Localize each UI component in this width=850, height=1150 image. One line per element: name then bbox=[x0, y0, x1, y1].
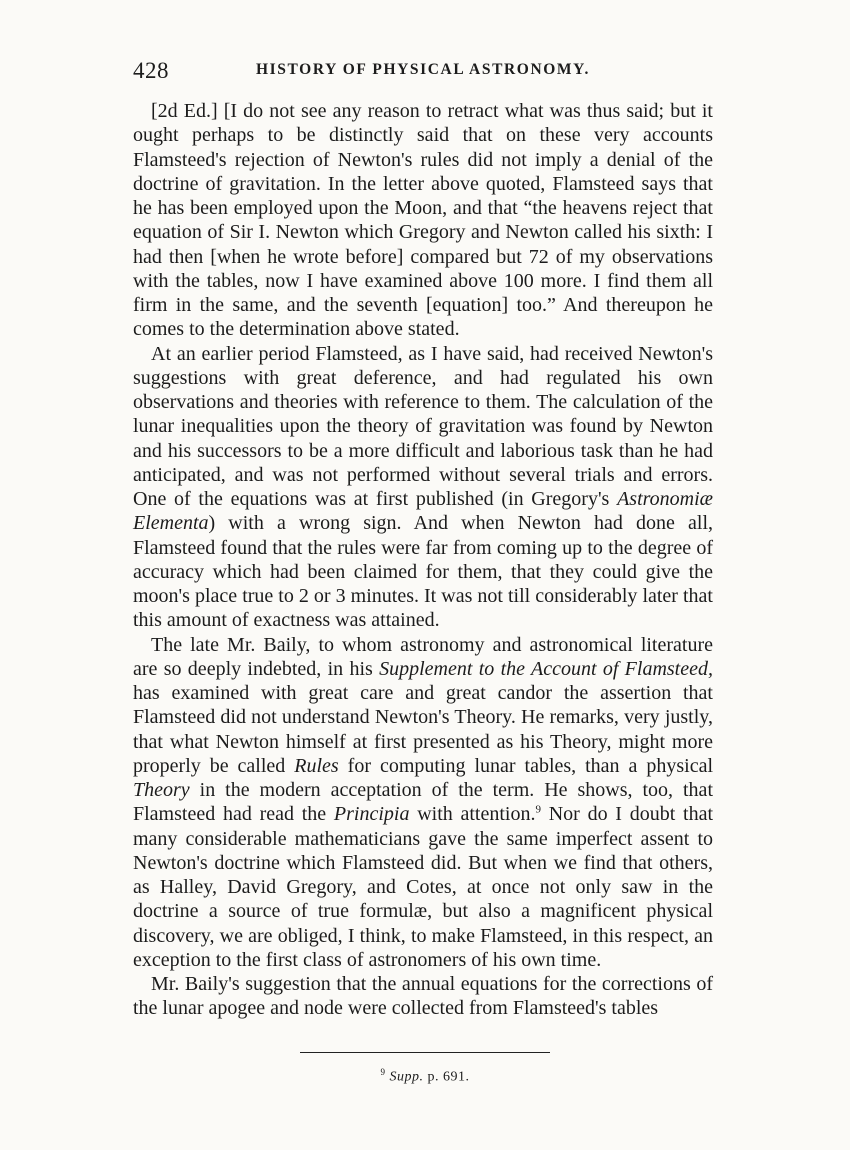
paragraph-2d-ed-note: [2d Ed.] [I do not see any reason to retract what was thus said; but it ought perhaps to be distinctly said that on these very accounts Flamsteed's rejection of Newton's rules did not imply a denial of the doctrine of gravitation. In the letter above quoted, Flamsteed says that he has been employed upon the Moon, and that “the heavens reject that equation of Sir I. Newton which Gregory and Newton called his sixth: I had then [when he wrote before] compared but 72 of my observations with the tables, now I have examined above 100 more. I find them all firm in the same, and the seventh [equation] too.” And thereupon he comes to the determination above stated. bbox=[133, 100, 713, 341]
italic-rules: Rules bbox=[294, 754, 339, 777]
text-run: ) with a wrong sign. And when Newton had done all, Flamsteed found that the rules were far from coming up to the degree of accuracy which had been claimed for them, that they could give the moon's place true to 2 or 3 minutes. It was not till considerably later that this amount of exactness was attained. bbox=[133, 512, 713, 632]
page-header bbox=[133, 58, 713, 88]
italic-title-astronomiae-elementa: Astronomiæ Elementa bbox=[133, 488, 713, 535]
footnote-marker: 9 bbox=[380, 1067, 386, 1077]
running-title: HISTORY OF PHYSICAL ASTRONOMY. bbox=[256, 61, 590, 78]
footnote-divider bbox=[300, 1052, 550, 1053]
footnote bbox=[0, 1067, 850, 1086]
body-text bbox=[133, 99, 713, 1021]
paragraph-earlier-period bbox=[133, 342, 713, 633]
footnote-text: p. 691. bbox=[423, 1069, 470, 1085]
footnote-reference[interactable]: 9 bbox=[535, 803, 541, 816]
italic-principia: Principia bbox=[333, 803, 410, 826]
italic-theory: Theory bbox=[133, 779, 190, 801]
text-run: for computing lunar tables, than a physical bbox=[338, 754, 714, 777]
text-run: with attention. bbox=[409, 803, 536, 826]
text-run: has examined with great care and great candor the assertion that Flamsteed did not understand Newton's Theory. He remarks, very justly, that what Newton himself at first presented as his Theory, might more properly be called bbox=[133, 682, 713, 777]
footnote-italic: Supp. bbox=[389, 1069, 424, 1085]
text-run: Nor do I doubt that many considerable mathematicians gave the same imperfect assent to Newton's doctrine which Flamsteed did. But when we find that others, as Halley, David Gregory, and Cotes, at once not only saw in the doctrine a source of true formulæ, but also a magnificent physical discovery, we are obliged, I think, to make Flamsteed, in this respect, an exception to the first class of astronomers of his own time. bbox=[133, 803, 714, 971]
paragraph-baily-suggestion: Mr. Baily's suggestion that the annual equations for the corrections of the lunar apogee and node were collected from Flamsteed's tables bbox=[133, 973, 713, 1020]
paragraph-mr-baily bbox=[133, 633, 713, 973]
text-run: in the modern acceptation of the term. He shows, too, that Flamsteed had read the bbox=[133, 779, 713, 826]
italic-title-supplement: Supplement to the Account of Flamsteed, bbox=[379, 657, 713, 680]
page-number: 428 bbox=[133, 58, 169, 83]
text-run: The late Mr. Baily, to whom astronomy and astronomical literature are so deeply indebted, in his bbox=[133, 633, 713, 680]
text-run: At an earlier period Flamsteed, as I have said, had received Newton's suggestions with great deference, and had regulated his own observations and theories with reference to them. The calculation of the lunar inequalities upon the theory of gravitation was found by Newton and his successors to be a more difficult and laborious task than he had anticipated, and was not performed without several trials and errors. One of the equations was at first published (in Gregory's bbox=[133, 342, 713, 510]
